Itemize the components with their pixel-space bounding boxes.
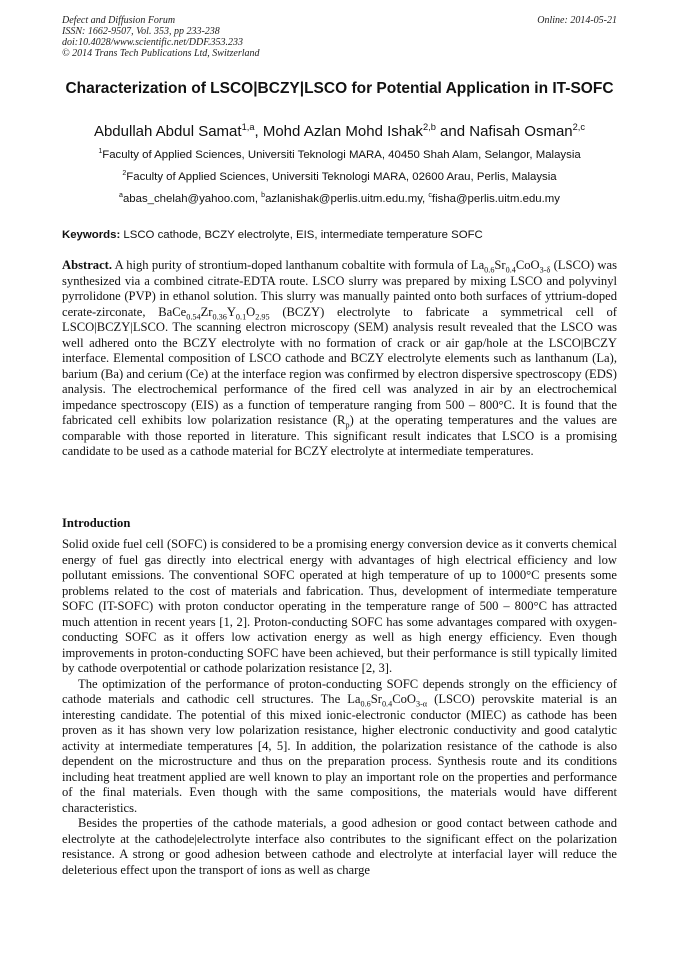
formula-element: CoO <box>392 692 416 706</box>
introduction-paragraph: Solid oxide fuel cell (SOFC) is considered to be a promising energy conversion device as it converts chemical energy of fuel gas directly into electrical energy with advantages of high electrical efficiency and low pollutant emissions. The conventional SOFC operated at high temperature of up to 1000°C presents some problems related to the cost of materials and fabrication. Thus, development of intermediate temperature SOFC (IT-SOFC) with proton conductor operating in the temperature range of 500 – 800°C has attracted much attention in recent years [1, 2]. Proton-conducting SOFC has some advantages compared with oxygen-conducting SOFC as it offers low activation energy as well as high energy efficiency. Even though improvements in proton-conducting SOFC have been achieved, but their performance is still typically limited by cathode overpotential or cathode polarization resistance [2, 3]. <box>62 537 617 675</box>
copyright-line: © 2014 Trans Tech Publications Ltd, Switzerland <box>62 48 260 59</box>
keywords-line <box>62 228 617 242</box>
formula-element: CoO <box>515 258 540 272</box>
paper-title: Characterization of LSCO|BCZY|LSCO for Potential Application in IT-SOFC <box>65 80 614 97</box>
formula-element: Y <box>226 304 236 319</box>
keywords-text: LSCO cathode, BCZY electrolyte, EIS, intermediate temperature SOFC <box>120 229 483 241</box>
email-marker: b <box>261 192 266 200</box>
introduction-body <box>62 537 617 878</box>
author-separator: , <box>254 123 263 140</box>
affiliation-marker: 2 <box>122 170 127 178</box>
formula-subscript: 0.36 <box>212 312 227 322</box>
formula-subscript: 0.54 <box>186 312 201 322</box>
introduction-paragraph: Besides the properties of the cathode materials, a good adhesion or good contact between cathode and electrolyte at the cathode|electrolyte interface also contributes to the significant effect on the polarization resistance. A strong or good adhesion between cathode and electrolyte at interfacial layer will reduce the deleterious effect upon the transport of ions as well as charge <box>62 816 617 877</box>
abstract-label: Abstract. <box>62 258 113 272</box>
abstract-text: A high purity of strontium-doped lanthanum cobaltite with formula of La <box>112 258 485 272</box>
email-address: fisha@perlis.uitm.edu.my <box>431 193 560 205</box>
author-name: Nafisah Osman <box>469 123 573 140</box>
formula-subscript: 3-δ <box>539 265 551 275</box>
author-name: Abdullah Abdul Samat <box>93 123 242 140</box>
abstract-text: (LSCO) was synthesized via a combined citrate-EDTA route. LSCO slurry was prepared by mixing LSCO and polyvinyl pyrrolidone (PVP) in ethanol solution. This slurry was manually painted onto both surfaces of yttrium-doped cerate-zirconate, BaCe <box>62 258 617 319</box>
affiliation-marker: 1 <box>98 148 103 156</box>
formula-element: Sr <box>494 258 506 272</box>
abstract-text: ) at the operating temperatures and the values are comparable with those reported in literature. This significant result indicates that LSCO is a promising candidate to be used as a cathode material for BCZY electrolyte at intermediate temperatures. <box>62 413 617 458</box>
formula-subscript: 0.4 <box>381 699 393 709</box>
affiliation-1 <box>62 148 617 162</box>
affiliation-text: Faculty of Applied Sciences, Universiti Teknologi MARA, 02600 Arau, Perlis, Malaysia <box>126 171 557 183</box>
doi-line: doi:10.4028/www.scientific.net/DDF.353.233 <box>62 37 244 48</box>
author-name: Mohd Azlan Mohd Ishak <box>262 123 423 140</box>
author-affiliation-marker: 2,c <box>572 122 586 132</box>
journal-name: Defect and Diffusion Forum <box>62 15 176 26</box>
keywords-label: Keywords: <box>62 229 121 241</box>
formula-subscript: 0.1 <box>235 312 247 322</box>
abstract-paragraph <box>62 258 617 460</box>
formula-subscript: 0.6 <box>360 699 371 709</box>
formula-subscript: p <box>345 420 350 430</box>
journal-header <box>62 15 617 59</box>
introduction-paragraph <box>62 677 617 817</box>
author-separator: and <box>435 123 470 140</box>
formula-subscript: 0.6 <box>484 265 495 275</box>
formula-element: O <box>246 304 256 319</box>
email-marker: c <box>428 192 432 200</box>
author-affiliation-marker: 1,a <box>241 122 255 132</box>
online-date: Online: 2014-05-21 <box>537 15 617 26</box>
formula-element: Sr <box>370 692 382 706</box>
email-address: abas_chelah@yahoo.com, <box>122 193 262 205</box>
formula-subscript: 3-α <box>415 699 428 709</box>
formula-subscript: 2.95 <box>255 312 270 322</box>
paragraph-text: (LSCO) perovskite material is an interesting candidate. The potential of this mixed ionic-electronic conductor (MIEC) as cathode has been proven as it has shown very low polarization resistance, higher electronic conductivity and good catalytic activity at intermediate temperatures [4, 5]. In addition, the polarization resistance of the cathode is also dependent on the microstructure and thus on the preparation process. Synthesis route and its conditions including heat treatment applied are well known to play an important role on the properties and performance of the final materials. Even though with the same compositions, the materials would have different characteristics. <box>62 692 617 815</box>
author-list <box>62 122 617 142</box>
issn-line: ISSN: 1662-9507, Vol. 353, pp 233-238 <box>62 26 220 37</box>
affiliation-text: Faculty of Applied Sciences, Universiti Teknologi MARA, 40450 Shah Alam, Selangor, Malaysia <box>102 149 581 161</box>
affiliation-2 <box>62 170 617 184</box>
introduction-heading: Introduction <box>62 516 131 530</box>
formula-subscript: 0.4 <box>505 265 516 275</box>
paragraph-text: The optimization of the performance of proton-conducting SOFC depends strongly on the efficiency of cathode materials and cathodic cell structures. The La <box>62 676 617 706</box>
email-address: azlanishak@perlis.uitm.edu.my, <box>265 193 429 205</box>
formula-element: Zr <box>200 304 213 319</box>
author-emails <box>62 192 617 206</box>
abstract-text: (BCZY) electrolyte to fabricate a symmetrical cell of LSCO|BCZY|LSCO. The scanning electron microscopy (SEM) analysis result revealed that the LSCO was well adhered onto the BCZY electrolyte with no formation of crack or air gap/hole at the LSCO|BCZY interface. Elemental composition of LSCO cathode and BCZY electrolyte elements such as lanthanum (La), barium (Ba) and cerium (Ce) at the interface region was confirmed by electron dispersive spectroscopy (EDS) analysis. The electrochemical performance of the fired cell was analyzed in air by an electrochemical impedance spectroscopy (EIS) as a function of temperature ranging from 500 – 800°C. It is found that the fabricated cell exhibits low polarization resistance (R <box>62 304 617 427</box>
email-marker: a <box>119 192 123 200</box>
author-affiliation-marker: 2,b <box>422 122 436 132</box>
